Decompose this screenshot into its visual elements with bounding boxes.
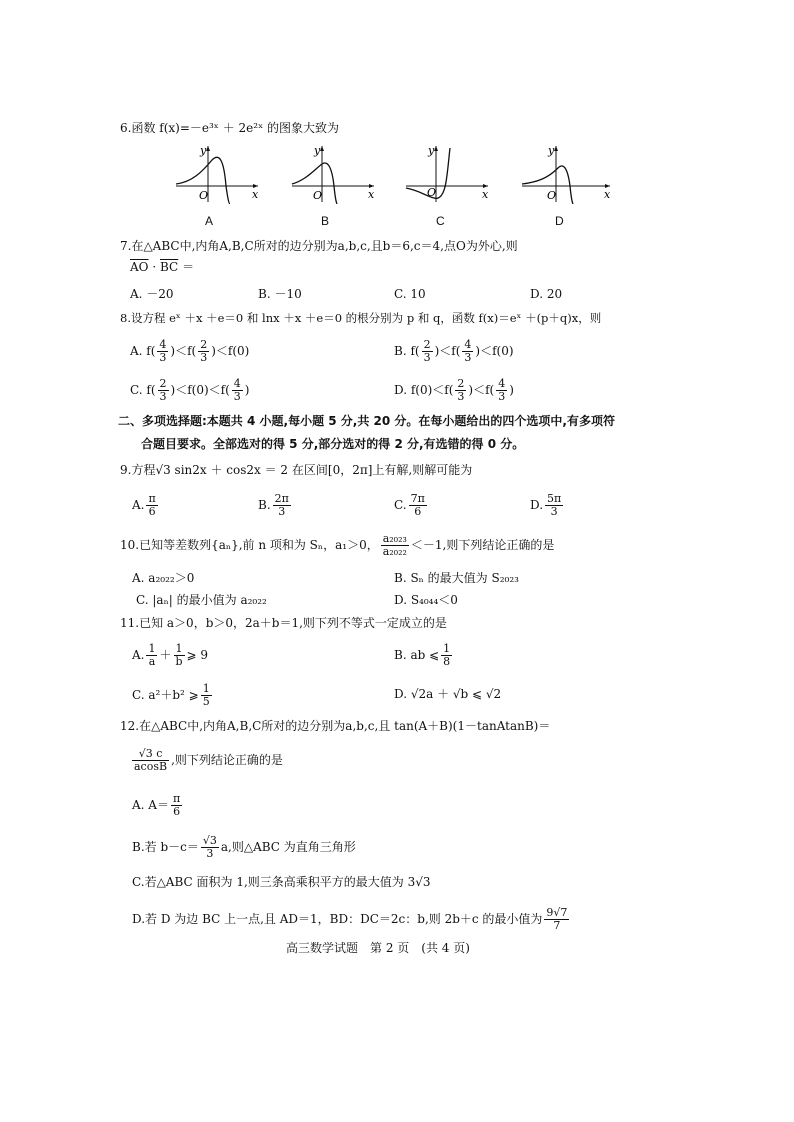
graph-a-origin: O xyxy=(199,189,209,202)
q7-option-d: D. 20 xyxy=(530,287,563,301)
q10-option-a: A. a₂₀₂₂＞0 xyxy=(132,571,195,585)
q10-stem: 10.已知等差数列{aₙ},前 n 项和为 Sₙ，a₁＞0， $\frac{\text{a₂₀₂₃}}{\text{a₂₀₂₂}}$ ＜－1,则下列结论正确的是 xyxy=(120,532,555,558)
q8-option-b: B. f( $\frac{2}{3}$ )＜f( $\frac{4}{3}$ )＜f(0) xyxy=(394,338,514,364)
q11-option-b: B. ab ⩽ $\frac{1}{8}$ xyxy=(394,642,451,668)
graph-c-x-label: x xyxy=(482,188,489,201)
graph-b xyxy=(288,142,378,204)
dot-product: · xyxy=(152,260,157,274)
q7-option-b: B. －10 xyxy=(258,287,302,301)
graph-b-label: B xyxy=(321,214,330,228)
section2-line1: 二、多项选择题:本题共 4 小题,每小题 5 分,共 20 分。在每小题给出的四个选项中,有多项符 xyxy=(118,414,615,428)
page-footer: 高三数学试题 第 2 页 (共 4 页) xyxy=(286,941,470,955)
graph-d-origin: O xyxy=(547,189,557,202)
graph-a-x-label: x xyxy=(252,188,259,201)
q11-stem: 11.已知 a＞0，b＞0，2a＋b＝1,则下列不等式一定成立的是 xyxy=(120,616,447,630)
graph-d-x-label: x xyxy=(604,188,611,201)
q11-option-d: D. √2a ＋ √b ⩽ √2 xyxy=(394,687,502,701)
q9-option-c: C. $\frac{7\pi}{6}$ xyxy=(394,492,425,518)
q9-stem: 9.方程√3 sin2x ＋ cos2x ＝ 2 在区间[0，2π]上有解,则解可能为 xyxy=(120,463,473,477)
q12-stem-line1: 12.在△ABC中,内角A,B,C所对的边分别为a,b,c,且 tan(A＋B)(1－tanAtanB)＝ xyxy=(120,719,551,733)
q7-option-a: A. －20 xyxy=(130,287,174,301)
q8-option-c: C. f( $\frac{2}{3}$ )＜f(0)＜f( $\frac{4}{3}$ ) xyxy=(130,377,250,403)
graph-d-y-label: y xyxy=(548,144,555,157)
graph-c-origin: O xyxy=(427,186,437,199)
q9-option-d: D. $\frac{5\pi}{3}$ xyxy=(530,492,562,518)
graph-a-y-label: y xyxy=(200,144,207,157)
q11-option-c: C. a²＋b² ⩾ $\frac{1}{5}$ xyxy=(132,682,210,708)
q12-option-c: C.若△ABC 面积为 1,则三条高乘积平方的最大值为 3√3 xyxy=(132,875,431,889)
q12-option-b: B.若 b－c＝ $\frac{√3}{3}$ a,则△ABC 为直角三角形 xyxy=(132,834,356,860)
graph-b-y-label: y xyxy=(314,144,321,157)
graph-c-label: C xyxy=(436,214,445,228)
q6-stem: 6.函数 f(x)=－e³ˣ ＋ 2e²ˣ 的图象大致为 xyxy=(120,121,339,135)
q12-stem-line2: $\frac{√3 c}{acosB}$ ,则下列结论正确的是 xyxy=(134,747,283,773)
graph-a-label: A xyxy=(205,214,214,228)
q10-option-d: D. S₄₀₄₄＜0 xyxy=(394,593,458,607)
q7-stem-line1: 7.在△ABC中,内角A,B,C所对的边分别为a,b,c,且b＝6,c＝4,点O为外心,则 xyxy=(120,239,518,253)
graph-a xyxy=(172,142,262,204)
equals-sign: ＝ xyxy=(182,260,195,274)
q8-option-d: D. f(0)＜f( $\frac{2}{3}$ )＜f( $\frac{4}{3}$ ) xyxy=(394,377,514,403)
q7-stem-line2 xyxy=(130,259,194,275)
section2-line2: 合题目要求。全部选对的得 5 分,部分选对的得 2 分,有选错的得 0 分。 xyxy=(141,437,525,451)
q10-option-c: C. |aₙ| 的最小值为 a₂₀₂₂ xyxy=(136,593,267,607)
graph-c xyxy=(402,142,492,204)
q8-stem: 8.设方程 eˣ ＋x ＋e＝0 和 lnx ＋x ＋e＝0 的根分别为 p 和 q，函数 f(x)＝eˣ ＋(p＋q)x，则 xyxy=(120,311,602,325)
vector-bc: $\overline{BC}$ xyxy=(160,260,179,274)
q12-option-a: A. A＝ $\frac{\pi}{6}$ xyxy=(132,792,181,818)
graph-d-label: D xyxy=(555,214,564,228)
q10-option-b: B. Sₙ 的最大值为 S₂₀₂₃ xyxy=(394,571,519,585)
graph-b-origin: O xyxy=(313,189,323,202)
q9-option-b: B. $\frac{2\pi}{3}$ xyxy=(258,492,289,518)
graph-c-y-label: y xyxy=(428,144,435,157)
graph-b-x-label: x xyxy=(368,188,375,201)
q11-option-a: A. $\frac{1}{a}$ ＋ $\frac{1}{b}$ ⩾ 9 xyxy=(132,642,209,668)
q12-option-d: D.若 D 为边 BC 上一点,且 AD＝1，BD：DC＝2c：b,则 2b＋c 的最小值为 $\frac{9√7}{7}$ xyxy=(132,906,568,932)
q7-option-c: C. 10 xyxy=(394,287,426,301)
q9-option-a: A. $\frac{\pi}{6}$ xyxy=(132,492,156,518)
graph-d xyxy=(518,142,614,204)
vector-ao: $\overline{AO}$ xyxy=(130,260,149,274)
q8-option-a: A. f( $\frac{4}{3}$ )＜f( $\frac{2}{3}$ )＜f(0) xyxy=(130,338,250,364)
